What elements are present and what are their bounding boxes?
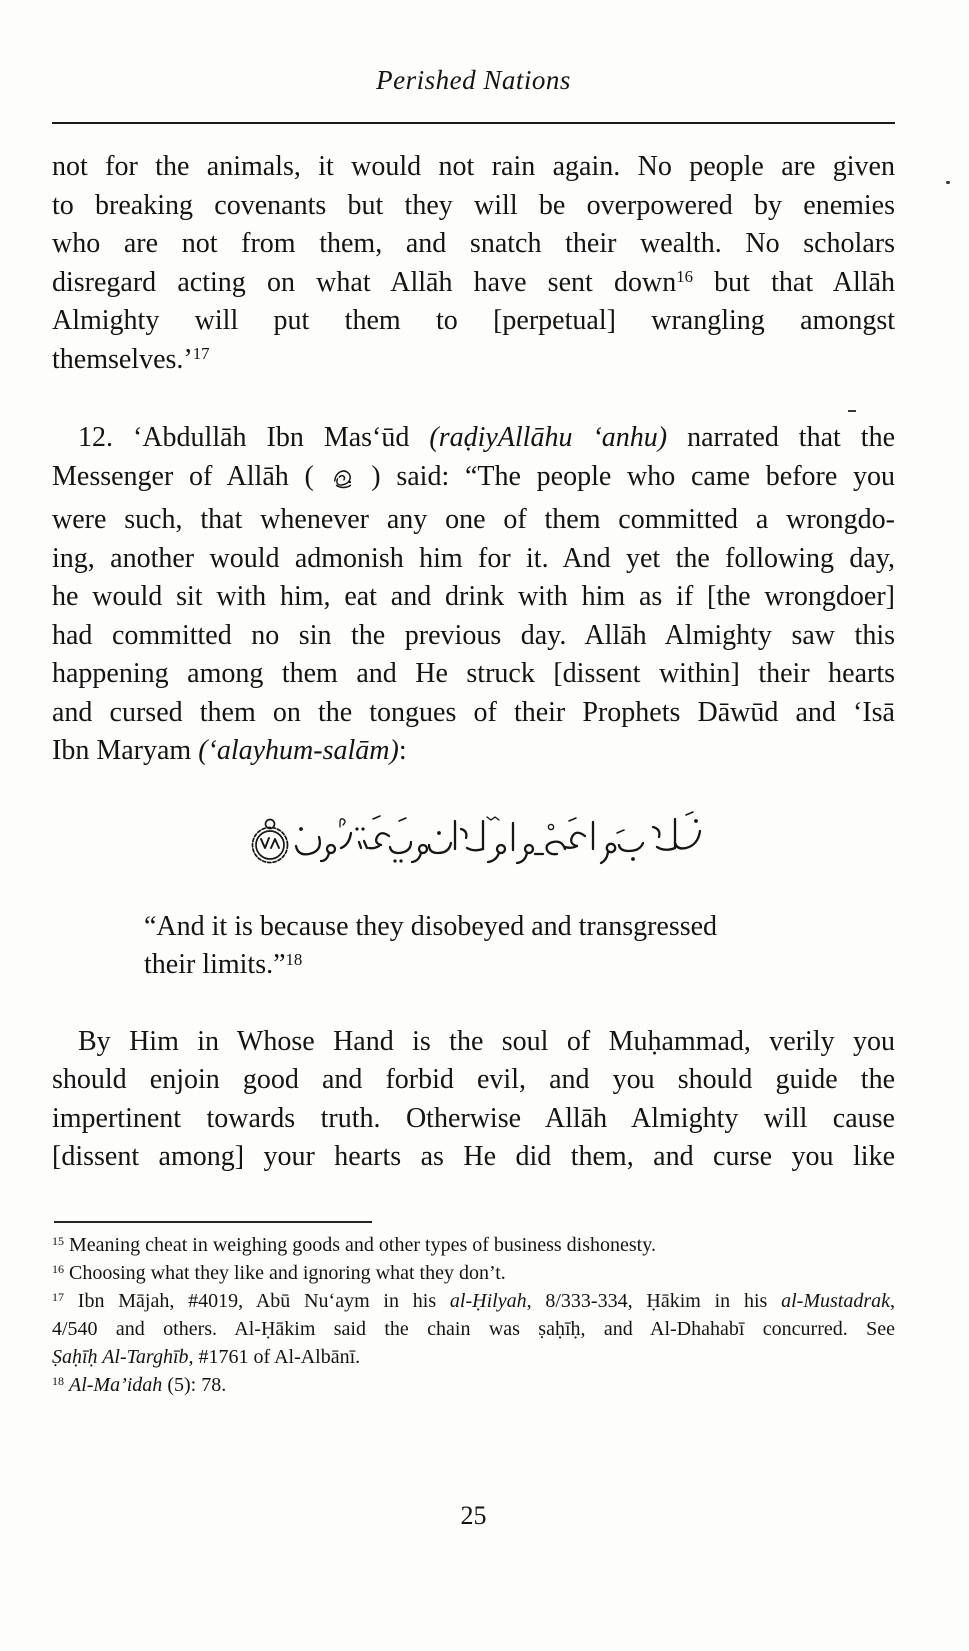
- text-line: $^{15}$ Meaning cheat in weighing goods and other types of business dishonesty.: [52, 1233, 656, 1256]
- text-line: 12. ‘Abdullāh Ibn Mas‘ūd (raḍiyAllāhu ‘anhu) narrated that the: [78, 422, 895, 453]
- text-line: their limits.”$^{18}$: [144, 949, 303, 980]
- footnote-marker: 16: [52, 1261, 64, 1276]
- text-line: and cursed them on the tongues of their Prophets Dāwūd and ‘Isā: [52, 696, 895, 728]
- text-line: ing, another would admonish him for it. And yet the following day,: [52, 542, 895, 574]
- arabic-calligraphy-graphic: [239, 805, 709, 875]
- text-line: disregard acting on what Allāh have sent down$^{16}$ but that Allāh: [52, 266, 895, 298]
- text-line: 4/540 and others. Al-Ḥākim said the chain was ṣaḥīḥ, and Al-Dhahabī concurred. See: [52, 1317, 895, 1340]
- text-line: “And it is because they disobeyed and transgressed: [144, 910, 718, 942]
- text-line: he would sit with him, eat and drink with him as if [the wrongdoer]: [52, 581, 895, 612]
- sallallahu-alayhi-wasallam-icon: [331, 463, 355, 502]
- footnote-separator: [54, 1221, 372, 1223]
- footnote-17: [52, 1287, 895, 1371]
- footnote-marker: 17: [52, 1289, 64, 1304]
- text-line: By Him in Whose Hand is the soul of Muḥammad, verily you: [78, 1025, 895, 1057]
- quran-verse-arabic: [52, 805, 895, 880]
- scan-artifact: [946, 181, 950, 184]
- scan-artifact: [848, 410, 856, 412]
- text-line: Ibn Maryam (‘alayhum-salām):: [52, 735, 407, 766]
- paragraph-2-hadith: [52, 419, 895, 771]
- page-number: 25: [460, 1500, 487, 1530]
- running-header-title: Perished Nations: [376, 65, 571, 95]
- text-line: Ṣaḥīḥ Al-Targhīb, #1761 of Al-Albānī.: [52, 1345, 361, 1368]
- text-line: who are not from them, and snatch their wealth. No scholars: [52, 228, 895, 259]
- text-line: $^{18}$ Al-Ma’idah (5): 78.: [52, 1373, 227, 1396]
- text-line: Messenger of Allāh ( ) said: “The people who came before you: [52, 458, 895, 502]
- footnote-16: [52, 1259, 895, 1287]
- text-line: Almighty will put them to [perpetual] wrangling amongst: [52, 305, 895, 336]
- footnotes: [52, 1231, 895, 1399]
- text-line: themselves.’$^{17}$: [52, 343, 210, 375]
- text-line: to breaking covenants but they will be overpowered by enemies: [52, 189, 895, 221]
- text-line: happening among them and He struck [dissent within] their hearts: [52, 658, 895, 689]
- paragraph-3: [52, 1023, 895, 1177]
- text-line: should enjoin good and forbid evil, and you should guide the: [52, 1064, 895, 1095]
- text-line: [dissent among] your hearts as He did them, and curse you like: [52, 1141, 895, 1172]
- footnote-18: [52, 1371, 895, 1399]
- text-line: had committed no sin the previous day. Allāh Almighty saw this: [52, 619, 895, 651]
- footnote-15: [52, 1231, 895, 1259]
- text-line: $^{17}$ Ibn Mājah, #4019, Abū Nu‘aym in his al-Ḥilyah, 8/333-334, Ḥākim in his al-Mustadrak,: [52, 1289, 896, 1312]
- text-line: impertinent towards truth. Otherwise Allāh Almighty will cause: [52, 1102, 895, 1134]
- text-line: not for the animals, it would not rain again. No people are given: [52, 151, 895, 182]
- text-line: were such, that whenever any one of them committed a wrongdo-: [52, 504, 895, 535]
- footnote-marker: 15: [52, 1233, 64, 1248]
- verse-end-ornament-icon: [252, 819, 287, 862]
- paragraph-1: [52, 148, 895, 379]
- header-rule: [52, 122, 895, 124]
- verse-translation-quote: [144, 908, 764, 985]
- text-line: $^{16}$ Choosing what they like and ignoring what they don’t.: [52, 1261, 506, 1284]
- footnote-marker: 18: [52, 1373, 64, 1388]
